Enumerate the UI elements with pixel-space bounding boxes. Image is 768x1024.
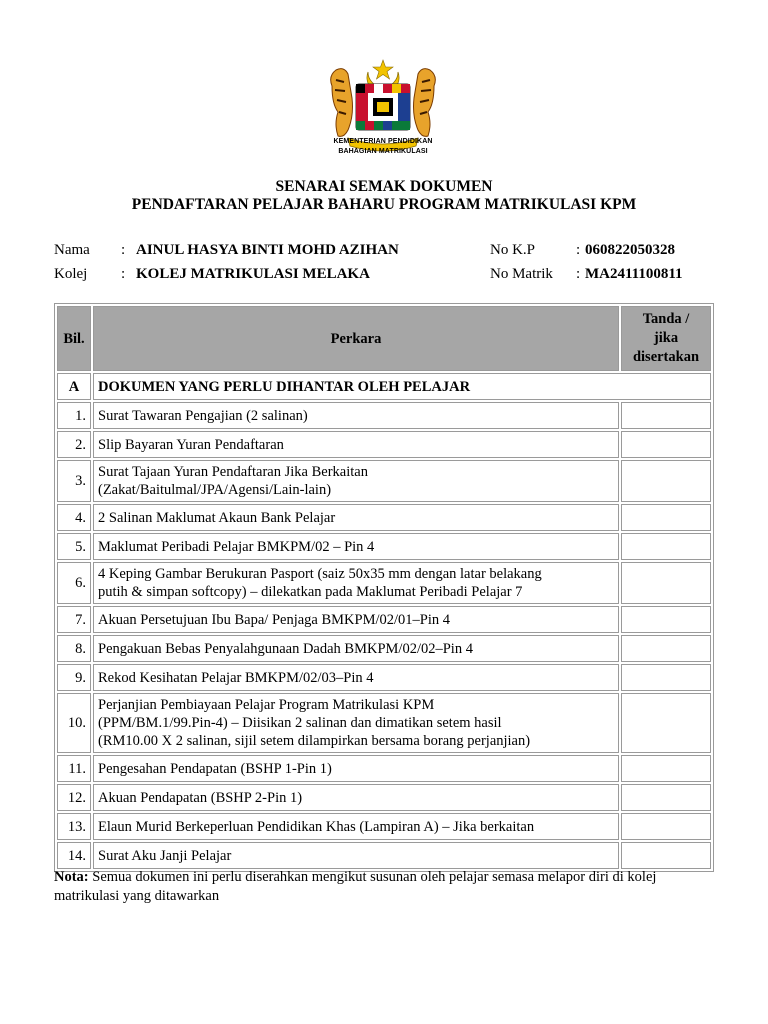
row-item	[93, 460, 619, 502]
table-row	[57, 784, 711, 811]
table-row	[57, 431, 711, 458]
row-item-line: Slip Bayaran Yuran Pendaftaran	[98, 436, 284, 453]
tick-box[interactable]	[621, 533, 711, 560]
tick-box[interactable]	[621, 784, 711, 811]
row-item-line: Akuan Pendapatan (BSHP 2-Pin 1)	[98, 789, 303, 806]
row-item	[93, 504, 619, 531]
row-item-line: Surat Aku Janji Pelajar	[98, 847, 232, 864]
tanda-line-3: disertakan	[632, 349, 700, 365]
table-row	[57, 635, 711, 662]
row-number: 9.	[57, 664, 91, 691]
row-item-line: 2 Salinan Maklumat Akaun Bank Pelajar	[98, 509, 336, 526]
row-item-line: Pengesahan Pendapatan (BSHP 1-Pin 1)	[98, 760, 332, 777]
row-number: 4.	[57, 504, 91, 531]
row-item	[93, 533, 619, 560]
row-number: 12.	[57, 784, 91, 811]
row-number: 3.	[57, 460, 91, 502]
row-item-line: Pengakuan Bebas Penyalahgunaan Dadah BMKPM/02/02–Pin 4	[98, 640, 473, 657]
row-item	[93, 755, 619, 782]
row-item-line: Surat Tajaan Yuran Pendaftaran Jika Berkaitan	[98, 464, 368, 480]
section-title: DOKUMEN YANG PERLU DIHANTAR OLEH PELAJAR	[93, 373, 711, 400]
tick-box[interactable]	[621, 755, 711, 782]
table-row	[57, 693, 711, 753]
row-item	[93, 842, 619, 869]
checklist-table	[54, 303, 714, 872]
tanda-line-1: Tanda /	[642, 311, 690, 327]
tick-box[interactable]	[621, 606, 711, 633]
ministry-name: KEMENTERIAN PENDIDIKAN	[333, 138, 433, 145]
row-item-line: Perjanjian Pembiayaan Pelajar Program Matrikulasi KPM	[98, 697, 435, 713]
table-row	[57, 562, 711, 604]
section-row	[57, 373, 711, 400]
row-item	[93, 431, 619, 458]
row-item-line: 4 Keping Gambar Berukuran Pasport (saiz 50x35 mm dengan latar belakang	[98, 566, 542, 582]
row-item-line: (RM10.00 X 2 salinan, sijil setem dilampirkan bersama borang perjanjian)	[98, 733, 531, 749]
table-header-row	[57, 306, 711, 371]
table-row	[57, 606, 711, 633]
matric-label: No Matrik	[490, 266, 553, 282]
row-item	[93, 402, 619, 429]
row-number: 13.	[57, 813, 91, 840]
row-number: 6.	[57, 562, 91, 604]
table-row	[57, 664, 711, 691]
table-row	[57, 842, 711, 869]
row-number: 2.	[57, 431, 91, 458]
table-row	[57, 402, 711, 429]
row-item	[93, 606, 619, 633]
row-item-line: Akuan Persetujuan Ibu Bapa/ Penjaga BMKPM/02/01–Pin 4	[98, 611, 451, 628]
document-title: SENARAI SEMAK DOKUMEN	[275, 178, 493, 195]
row-item-line: putih & simpan softcopy) – dilekatkan pada Maklumat Peribadi Pelajar 7	[98, 584, 523, 600]
row-number: 7.	[57, 606, 91, 633]
row-item	[93, 813, 619, 840]
tick-box[interactable]	[621, 813, 711, 840]
table-row	[57, 813, 711, 840]
section-letter: A	[57, 373, 91, 400]
row-number: 8.	[57, 635, 91, 662]
college-label: Kolej	[54, 266, 88, 282]
tick-box[interactable]	[621, 635, 711, 662]
row-item	[93, 693, 619, 753]
table-row	[57, 533, 711, 560]
column-header-tanda	[621, 306, 711, 371]
tick-box[interactable]	[621, 693, 711, 753]
ic-label: No K.P	[490, 242, 536, 258]
row-item	[93, 664, 619, 691]
tick-box[interactable]	[621, 842, 711, 869]
row-item-line: Elaun Murid Berkeperluan Pendidikan Khas (Lampiran A) – Jika berkaitan	[98, 818, 535, 835]
tick-box[interactable]	[621, 664, 711, 691]
note	[54, 868, 714, 906]
division-name: BAHAGIAN MATRIKULASI	[338, 148, 428, 155]
college-value: KOLEJ MATRIKULASI MELAKA	[136, 266, 370, 282]
tick-box[interactable]	[621, 431, 711, 458]
row-item-line: Rekod Kesihatan Pelajar BMKPM/02/03–Pin 4	[98, 669, 374, 686]
table-row	[57, 504, 711, 531]
row-number: 1.	[57, 402, 91, 429]
column-header-bil: Bil.	[57, 306, 91, 371]
tanda-line-2: jika	[653, 330, 679, 346]
tick-box[interactable]	[621, 402, 711, 429]
row-number: 5.	[57, 533, 91, 560]
row-item-line: (Zakat/Baitulmal/JPA/Agensi/Lain-lain)	[98, 482, 332, 498]
row-item	[93, 562, 619, 604]
row-item-line: (PPM/BM.1/99.Pin-4) – Diisikan 2 salinan dan dimatikan setem hasil	[98, 715, 502, 731]
name-value: AINUL HASYA BINTI MOHD AZIHAN	[136, 242, 399, 258]
matric-value: MA2411100811	[585, 266, 683, 282]
name-label: Nama	[54, 242, 90, 258]
column-header-perkara: Perkara	[93, 306, 619, 371]
note-label: Nota:	[54, 869, 89, 885]
ic-separator: :	[576, 242, 581, 258]
row-number: 10.	[57, 693, 91, 753]
note-text: Semua dokumen ini perlu diserahkan mengikut susunan oleh pelajar semasa melapor diri di kolej matrikulasi yang ditawarkan	[54, 869, 657, 904]
row-number: 14.	[57, 842, 91, 869]
row-number: 11.	[57, 755, 91, 782]
college-separator: :	[121, 266, 126, 282]
tick-box[interactable]	[621, 460, 711, 502]
tick-box[interactable]	[621, 562, 711, 604]
row-item-line: Surat Tawaran Pengajian (2 salinan)	[98, 407, 308, 424]
name-separator: :	[121, 242, 126, 258]
ic-value: 060822050328	[585, 242, 675, 258]
row-item	[93, 635, 619, 662]
row-item	[93, 784, 619, 811]
row-item-line: Maklumat Peribadi Pelajar BMKPM/02 – Pin 4	[98, 538, 375, 555]
document-subtitle: PENDAFTARAN PELAJAR BAHARU PROGRAM MATRIKULASI KPM	[131, 196, 637, 213]
table-row	[57, 755, 711, 782]
tick-box[interactable]	[621, 504, 711, 531]
table-row	[57, 460, 711, 502]
matric-separator: :	[576, 266, 581, 282]
